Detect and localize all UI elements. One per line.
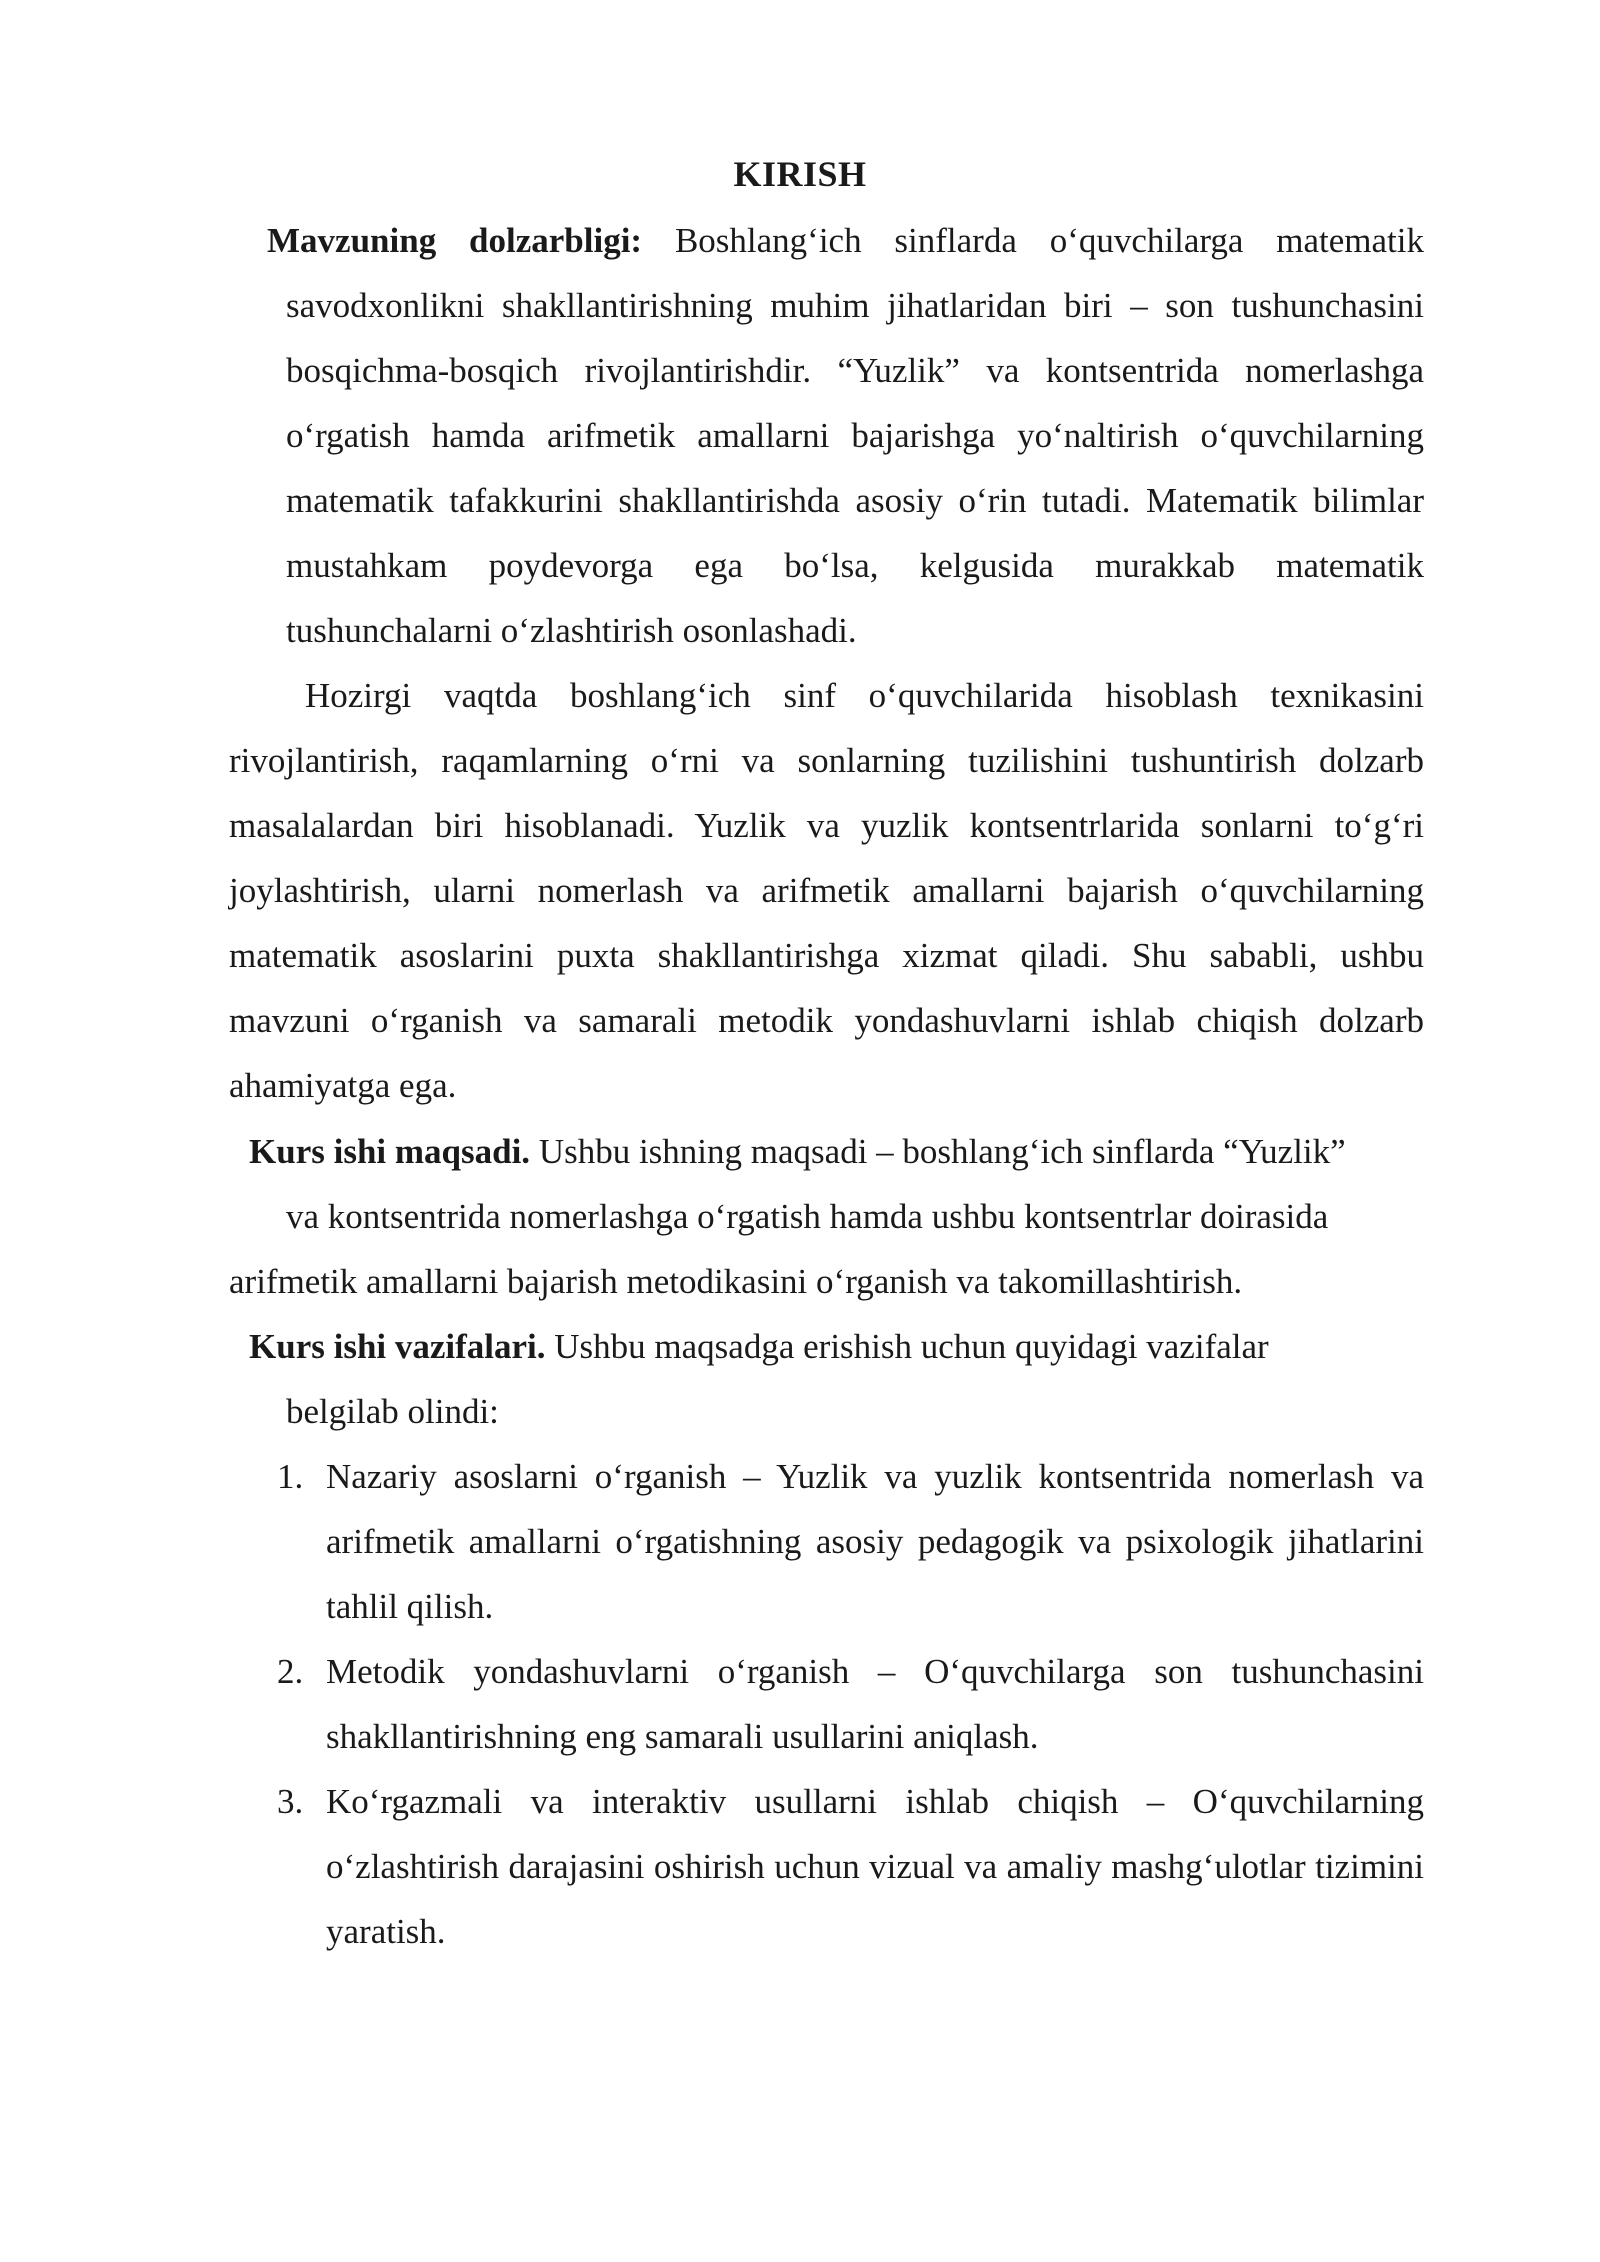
maqsad-line-2: va kontsentrida nomerlashga o‘rgatish hamda ushbu kontsentrlar doirasida: [286, 1197, 1329, 1236]
list-item-text: Nazariy asoslarni o‘rganish – Yuzlik va yuzlik kontsentrida nomerlash va arifmetik amallarni o‘rgatishning asosiy pedagogik va psixologik jihatlarini tahlil qilish.: [326, 1457, 1424, 1626]
paragraph-dolzarblik: [267, 208, 1425, 663]
list-item-number: 1.: [277, 1457, 304, 1496]
page-title: KIRISH: [733, 154, 867, 194]
maqsad-label: Kurs ishi maqsadi.: [249, 1132, 531, 1171]
list-item-text: Ko‘rgazmali va interaktiv usullarni ishlab chiqish – O‘quvchilarning o‘zlashtirish darajasini oshirish uchun vizual va amaliy mashg‘ulotlar tizimini yaratish.: [326, 1782, 1424, 1951]
maqsad-line-1-text: Ushbu ishning maqsadi – boshlang‘ich sinflarda “Yuzlik”: [538, 1132, 1346, 1171]
vazifalar-list: [270, 1444, 1424, 1964]
paragraph-maqsad: [229, 1119, 1424, 1314]
dolzarblik-label: Mavzuning dolzarbligi:: [267, 221, 643, 260]
list-item: [270, 1769, 1424, 1964]
list-item-text: Metodik yondashuvlarni o‘rganish – O‘quvchilarga son tushunchasini shakllantirishning eng samarali usullarini aniqlash.: [326, 1652, 1424, 1756]
hozirgi-text: Hozirgi vaqtda boshlang‘ich sinf o‘quvchilarida hisoblash texnikasini rivojlantirish, raqamlarning o‘rni va sonlarning tuzilishini tushuntirish dolzarb masalalardan biri hisoblanadi. Yuzlik va yuzlik kontsentrlarida sonlarni to‘g‘ri joylashtirish, ularni nomerlash va arifmetik amallarni bajarish o‘quvchilarning matematik asoslarini puxta shakllantirishga xizmat qiladi. Shu sababli, ushbu mavzuni o‘rganish va samarali metodik yondashuvlarni ishlab chiqish dolzarb ahamiyatga ega.: [229, 676, 1424, 1105]
maqsad-line-1: [229, 1119, 1424, 1184]
vazifalar-label: Kurs ishi vazifalari.: [249, 1327, 546, 1366]
list-item-number: 2.: [277, 1652, 304, 1691]
maqsad-line-3: arifmetik amallarni bajarish metodikasini o‘rganish va takomillashtirish.: [229, 1262, 1243, 1301]
vazifalar-continuation: belgilab olindi:: [286, 1392, 499, 1431]
list-item: [270, 1444, 1424, 1639]
vazifalar-text: Ushbu maqsadga erishish uchun quyidagi vazifalar: [554, 1327, 1269, 1366]
list-item: [270, 1639, 1424, 1769]
paragraph-vazifalar: [249, 1314, 1424, 1444]
paragraph-hozirgi: [229, 663, 1424, 1118]
list-item-number: 3.: [277, 1782, 304, 1821]
dolzarblik-text: Boshlang‘ich sinflarda o‘quvchilarga matematik savodxonlikni shakllantirishning muhim jihatlaridan biri – son tushunchasini bosqichma-bosqich rivojlantirishdir. “Yuzlik” va kontsentrida nomerlashga o‘rgatish hamda arifmetik amallarni bajarishga yo‘naltirish o‘quvchilarning matematik tafakkurini shakllantirishda asosiy o‘rin tutadi. Matematik bilimlar mustahkam poydevorga ega bo‘lsa, kelgusida murakkab matematik tushunchalarni o‘zlashtirish osonlashadi.: [286, 221, 1425, 650]
